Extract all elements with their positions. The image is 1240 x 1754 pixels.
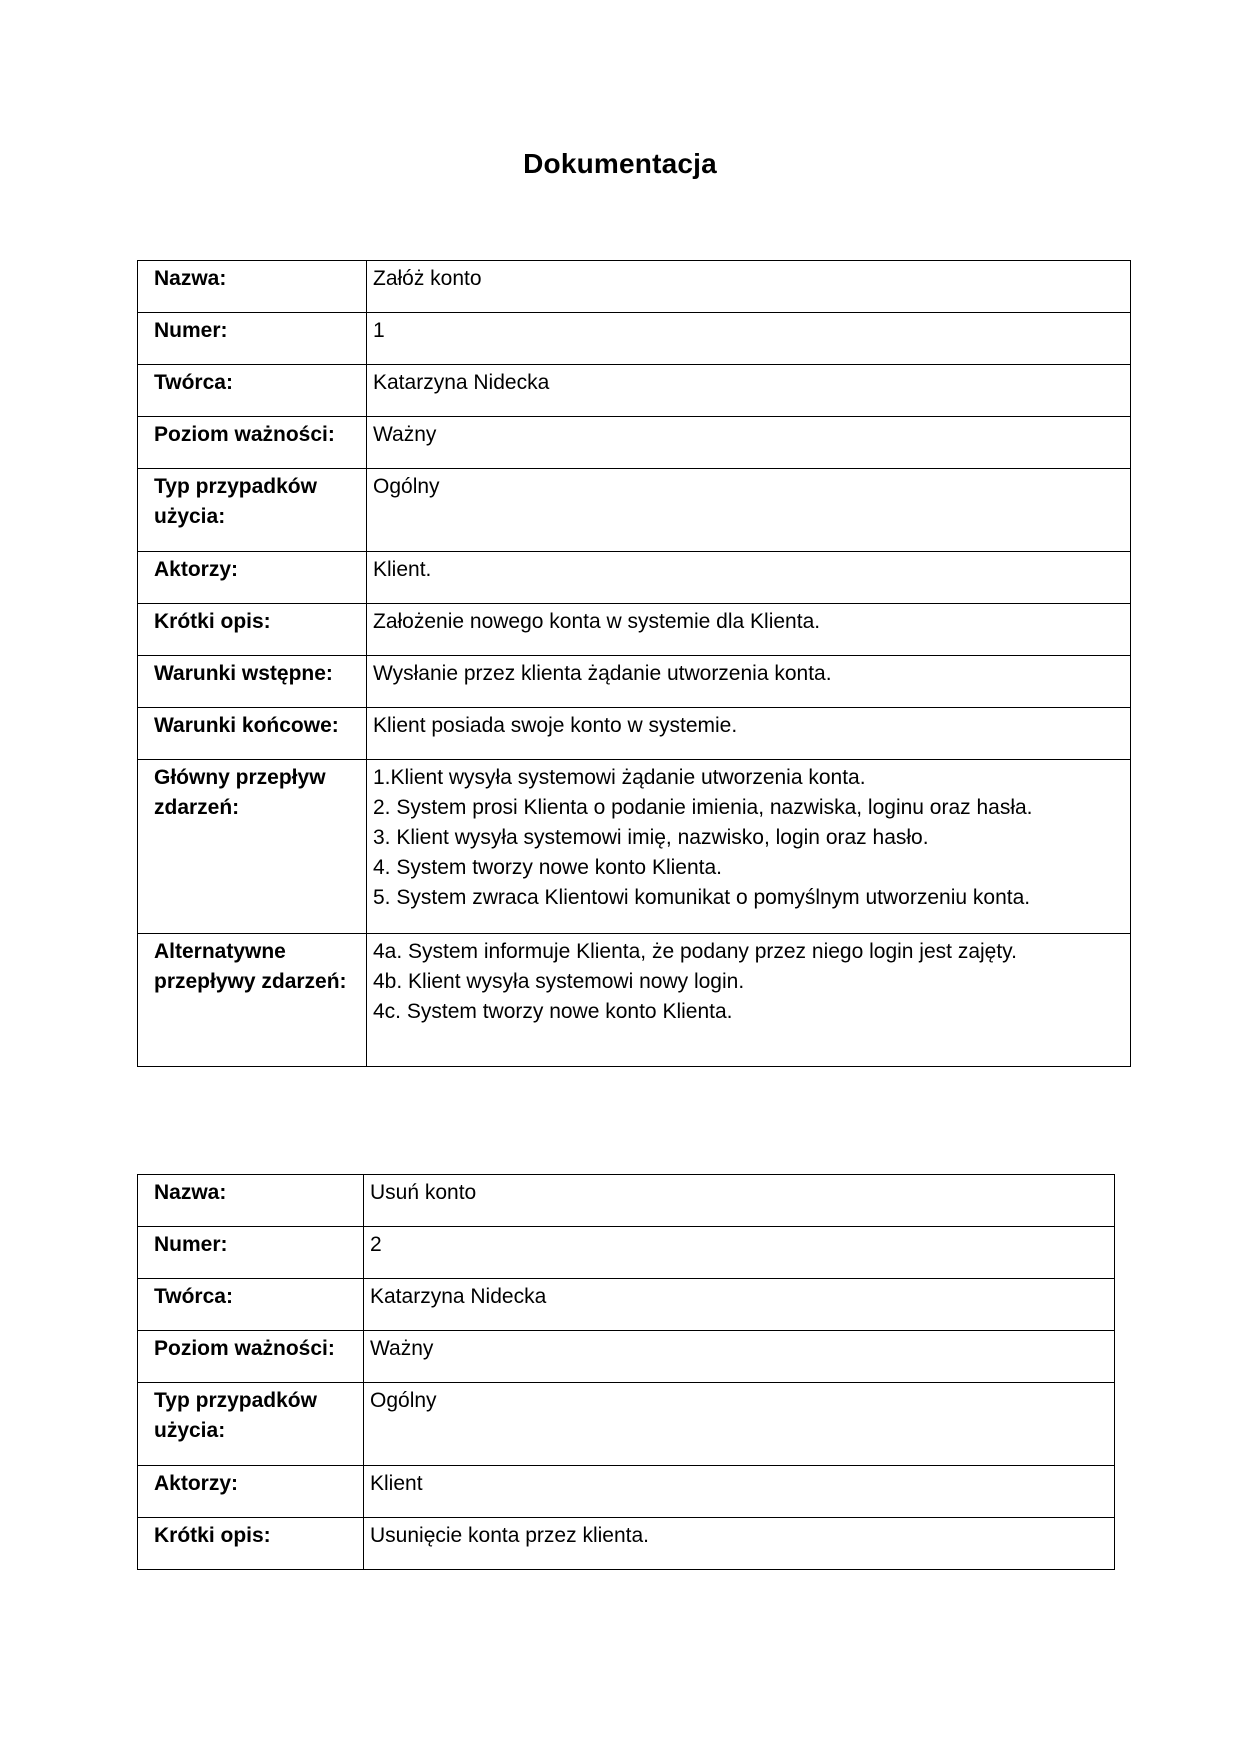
row-label-nazwa: Nazwa: bbox=[138, 1175, 364, 1227]
row-value-numer: 1 bbox=[367, 313, 1131, 365]
row-label-typ-przypadkow: Typ przypadków użycia: bbox=[138, 469, 367, 552]
row-value-numer: 2 bbox=[364, 1227, 1115, 1279]
use-case-table-1 bbox=[137, 260, 1131, 1067]
row-label-aktorzy: Aktorzy: bbox=[138, 552, 367, 604]
row-label-tworca: Twórca: bbox=[138, 365, 367, 417]
use-case-table-2 bbox=[137, 1174, 1115, 1570]
flow-step: 5. System zwraca Klientowi komunikat o pomyślnym utworzeniu konta. bbox=[373, 886, 1031, 909]
table-row bbox=[138, 469, 1131, 552]
row-label-numer: Numer: bbox=[138, 1227, 364, 1279]
table-row bbox=[138, 1518, 1115, 1570]
table-row bbox=[138, 760, 1131, 934]
alt-flow-step: 4b. Klient wysyła systemowi nowy login. bbox=[373, 970, 745, 993]
row-label-poziom-waznosci: Poziom ważności: bbox=[138, 1331, 364, 1383]
row-value-warunki-koncowe: Klient posiada swoje konto w systemie. bbox=[367, 708, 1131, 760]
row-label-krotki-opis: Krótki opis: bbox=[138, 1518, 364, 1570]
row-value-typ-przypadkow: Ogólny bbox=[364, 1383, 1115, 1466]
table-row bbox=[138, 365, 1131, 417]
table-row bbox=[138, 708, 1131, 760]
flow-step: 1.Klient wysyła systemowi żądanie utworzenia konta. bbox=[373, 766, 866, 789]
row-label-poziom-waznosci: Poziom ważności: bbox=[138, 417, 367, 469]
table-row bbox=[138, 552, 1131, 604]
row-value-krotki-opis: Usunięcie konta przez klienta. bbox=[364, 1518, 1115, 1570]
table-row bbox=[138, 1175, 1115, 1227]
row-value-tworca: Katarzyna Nidecka bbox=[367, 365, 1131, 417]
table-row bbox=[138, 1279, 1115, 1331]
row-label-tworca: Twórca: bbox=[138, 1279, 364, 1331]
table-row bbox=[138, 604, 1131, 656]
row-label-numer: Numer: bbox=[138, 313, 367, 365]
row-label-warunki-wstepne: Warunki wstępne: bbox=[138, 656, 367, 708]
row-label-nazwa: Nazwa: bbox=[138, 261, 367, 313]
table-row bbox=[138, 934, 1131, 1067]
table-row bbox=[138, 1383, 1115, 1466]
table-row bbox=[138, 417, 1131, 469]
row-value-warunki-wstepne: Wysłanie przez klienta żądanie utworzenia konta. bbox=[367, 656, 1131, 708]
alt-flow-step: 4c. System tworzy nowe konto Klienta. bbox=[373, 1000, 733, 1023]
page-title: Dokumentacja bbox=[523, 148, 717, 179]
row-value-poziom-waznosci: Ważny bbox=[364, 1331, 1115, 1383]
row-value-nazwa: Usuń konto bbox=[364, 1175, 1115, 1227]
table-row bbox=[138, 1466, 1115, 1518]
table-row bbox=[138, 261, 1131, 313]
row-label-aktorzy: Aktorzy: bbox=[138, 1466, 364, 1518]
row-value-nazwa: Załóż konto bbox=[367, 261, 1131, 313]
row-value-glowny-przeplyw bbox=[367, 760, 1131, 934]
row-value-poziom-waznosci: Ważny bbox=[367, 417, 1131, 469]
flow-step: 2. System prosi Klienta o podanie imienia, nazwiska, loginu oraz hasła. bbox=[373, 796, 1033, 819]
row-value-aktorzy: Klient bbox=[364, 1466, 1115, 1518]
flow-step: 4. System tworzy nowe konto Klienta. bbox=[373, 856, 722, 879]
row-label-glowny-przeplyw: Główny przepływ zdarzeń: bbox=[138, 760, 367, 934]
row-label-typ-przypadkow: Typ przypadków użycia: bbox=[138, 1383, 364, 1466]
alt-flow-step: 4a. System informuje Klienta, że podany przez niego login jest zajęty. bbox=[373, 940, 1017, 963]
table-row bbox=[138, 1331, 1115, 1383]
table-row bbox=[138, 656, 1131, 708]
row-value-krotki-opis: Założenie nowego konta w systemie dla Klienta. bbox=[367, 604, 1131, 656]
row-value-tworca: Katarzyna Nidecka bbox=[364, 1279, 1115, 1331]
table-row bbox=[138, 1227, 1115, 1279]
flow-step: 3. Klient wysyła systemowi imię, nazwisko, login oraz hasło. bbox=[373, 826, 929, 849]
row-label-warunki-koncowe: Warunki końcowe: bbox=[138, 708, 367, 760]
table-row bbox=[138, 313, 1131, 365]
row-value-alternatywne-przeplywy bbox=[367, 934, 1131, 1067]
row-value-typ-przypadkow: Ogólny bbox=[367, 469, 1131, 552]
row-label-alternatywne-przeplywy: Alternatywne przepływy zdarzeń: bbox=[138, 934, 367, 1067]
row-label-krotki-opis: Krótki opis: bbox=[138, 604, 367, 656]
row-value-aktorzy: Klient. bbox=[367, 552, 1131, 604]
